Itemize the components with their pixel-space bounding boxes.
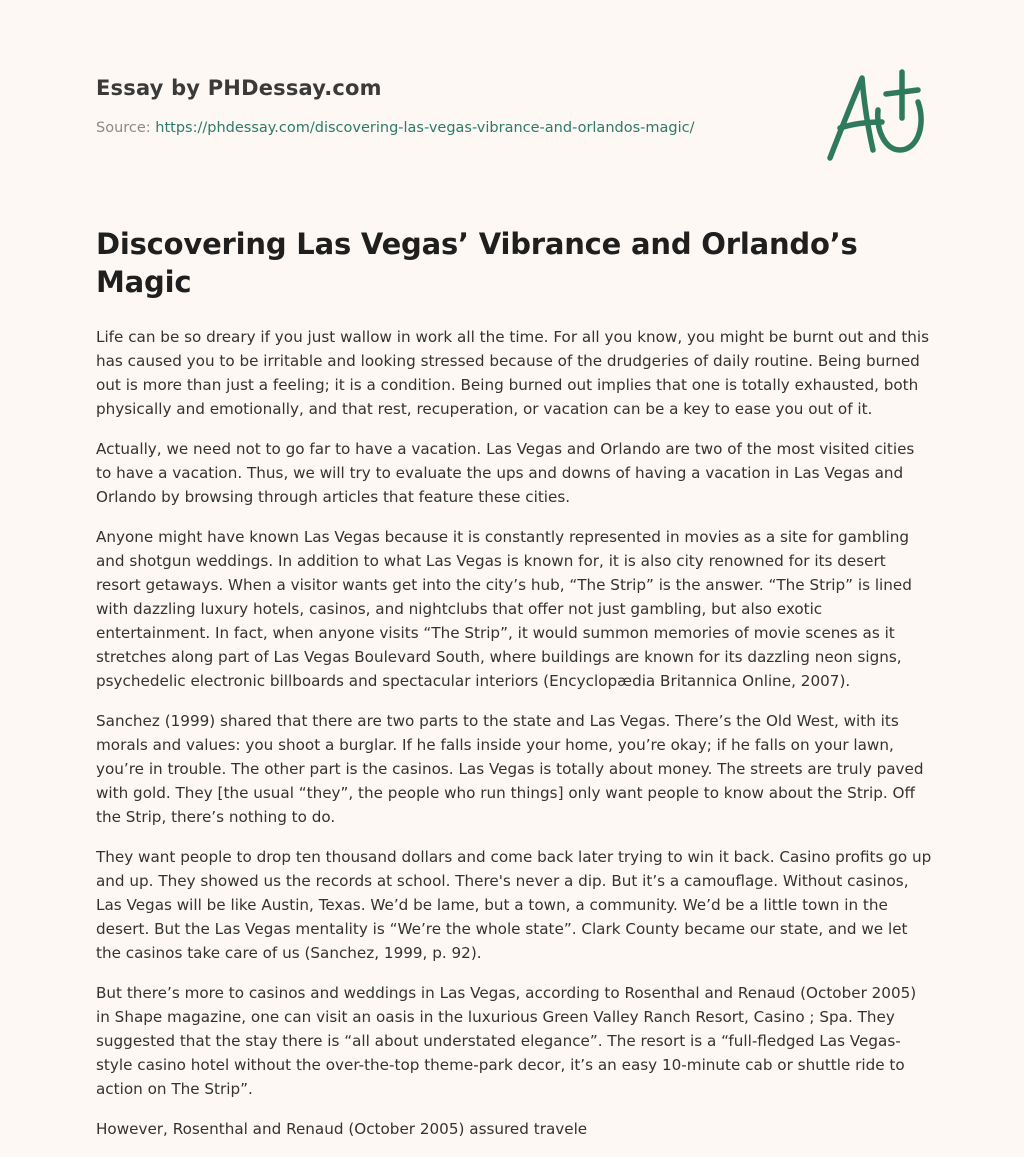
- essay-paragraph: However, Rosenthal and Renaud (October 2005) assured travele: [96, 1120, 588, 1139]
- essay-paragraph: Anyone might have known Las Vegas because it is constantly represented in movies as a site for gambling and shotgun weddings. In addition to what Las Vegas is known for, it is also city renowned for its desert resort getaways. When a visitor wants get into the city’s hub, “The Strip” is the answer. “The Strip” is lined with dazzling luxury hotels, casinos, and nightclubs that offer not just gambling, but also exotic entertainment. In fact, when anyone visits “The Strip”, it would summon memories of movie scenes as it stretches along part of Las Vegas Boulevard South, where buildings are known for its dazzling neon signs, psychedelic electronic billboards and spectacular interiors (Encyclopædia Britannica Online, 2007).: [96, 528, 912, 691]
- essay-paragraph: Life can be so dreary if you just wallow in work all the time. For all you know, you might be burnt out and this has caused you to be irritable and looking stressed because of the drudgeries of daily routine. Being burned out is more than just a feeling; it is a condition. Being burned out implies that one is totally exhausted, both physically and emotionally, and that rest, recuperation, or vacation can be a key to ease you out of it.: [96, 328, 930, 419]
- essay-paragraph: But there’s more to casinos and weddings in Las Vegas, according to Rosenthal and Renaud (October 2005) in Shape magazine, one can visit an oasis in the luxurious Green Valley Ranch Resort, Casino ; Spa. They suggested that the stay there is “all about understated elegance”. The resort is a “full-fledged Las Vegas-style casino hotel without the over-the-top theme-park decor, it’s an easy 10-minute cab or shuttle ride to action on The Strip”.: [96, 984, 917, 1099]
- page-header: [96, 76, 796, 136]
- site-brand: Essay by PHDessay.com: [96, 76, 382, 100]
- a-plus-grade-icon: [818, 66, 930, 166]
- source-line: [96, 120, 796, 136]
- essay-paragraph: They want people to drop ten thousand dollars and come back later trying to win it back. Casino profits go up and up. They showed us the records at school. There's never a dip. But it’s a camouflage. Without casinos, Las Vegas will be like Austin, Texas. We’d be lame, but a town, a community. We’d be a little town in the desert. But the Las Vegas mentality is “We’re the whole state”. Clark County became our state, and we let the casinos take care of us (Sanchez, 1999, p. 92).: [96, 848, 932, 963]
- essay-paragraph: Sanchez (1999) shared that there are two parts to the state and Las Vegas. There’s the Old West, with its morals and values: you shoot a burglar. If he falls inside your home, you’re okay; if he falls on your lawn, you’re in trouble. The other part is the casinos. Las Vegas is totally about money. The streets are truly paved with gold. They [the usual “they”, the people who run things] only want people to know about the Strip. Off the Strip, there’s nothing to do.: [96, 712, 924, 827]
- source-label: Source:: [96, 120, 151, 136]
- essay-paragraph: Actually, we need not to go far to have a vacation. Las Vegas and Orlando are two of the most visited cities to have a vacation. Thus, we will try to evaluate the ups and downs of having a vacation in Las Vegas and Orlando by browsing through articles that feature these cities.: [96, 440, 915, 507]
- source-link[interactable]: https://phdessay.com/discovering-las-vegas-vibrance-and-orlandos-magic/: [155, 120, 695, 136]
- essay-title: Discovering Las Vegas’ Vibrance and Orlando’s Magic: [96, 227, 858, 299]
- essay-content: [96, 226, 934, 1157]
